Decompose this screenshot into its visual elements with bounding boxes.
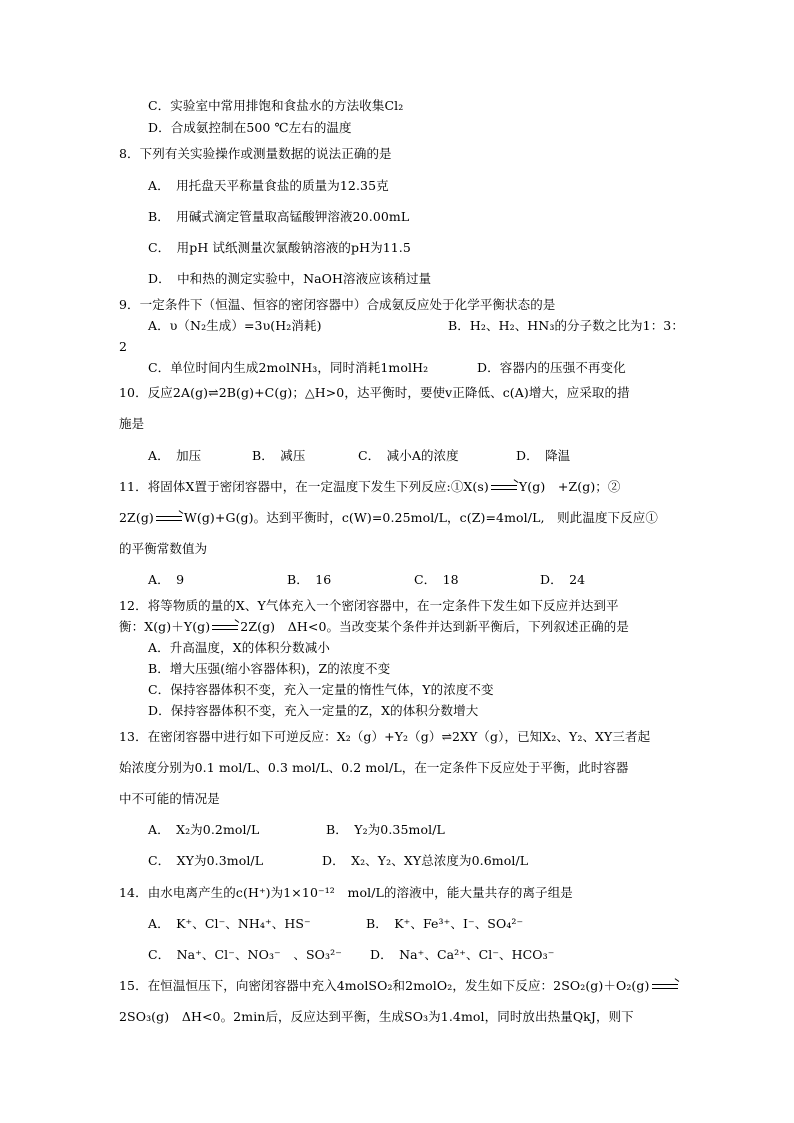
option-12b: B．增大压强(缩小容器体积)，Z的浓度不变 xyxy=(148,661,391,676)
question-9: 9．一定条件下（恒温、恒容的密闭容器中）合成氨反应处于化学平衡状态的是 xyxy=(119,297,556,312)
question-14: 14．由水电离产生的c(H⁺)为1×10⁻¹² mol/L的溶液中，能大量共存的离子组是 xyxy=(119,885,573,900)
question-15: 15．在恒温恒压下，向密闭容器中充入4molSO₂和2molO₂，发生如下反应：2SO₂(g)＋O₂(g) xyxy=(119,978,680,994)
option-11b: B． 16 xyxy=(287,572,332,587)
option-11d: D． 24 xyxy=(540,572,586,587)
question-11: 11．将固体X置于密闭容器中，在一定温度下发生下列反应:①X(s) Y(g) +Z(g)；② xyxy=(119,479,621,494)
option-9d: D．容器内的压强不再变化 xyxy=(477,360,626,375)
equilibrium-arrow-icon xyxy=(156,514,182,524)
question-13: 13．在密闭容器中进行如下可逆反应：X₂（g）+Y₂（g）⇌2XY（g），已知X₂、Y₂、XY三者起 xyxy=(119,729,651,744)
option-8a: A． 用托盘天平称量食盐的质量为12.35克 xyxy=(148,178,389,193)
option-13c: C． XY为0.3mol/L xyxy=(148,853,264,868)
option-14c: C． Na⁺、Cl⁻、NO₃⁻ 、SO₃²⁻ xyxy=(148,947,342,962)
option-13b: B． Y₂为0.35mol/L xyxy=(326,822,445,837)
question-10: 10．反应2A(g)⇌2B(g)+C(g)；△H>0，达平衡时，要使v正降低、c(A)增大，应采取的措 xyxy=(119,385,630,400)
option-9b: B．H₂、H₂、HN₃的分子数之比为1：3： xyxy=(448,318,684,333)
question-10-cont: 施是 xyxy=(119,416,145,431)
option-11a: A． 9 xyxy=(148,572,185,587)
option-10b: B． 减压 xyxy=(252,448,306,463)
option-14a: A． K⁺、Cl⁻、NH₄⁺、HS⁻ xyxy=(148,916,311,931)
question-13-cont: 始浓度分别为0.1 mol/L、0.3 mol/L、0.2 mol/L，在一定条件下反应处于平衡，此时容器 xyxy=(119,760,629,775)
option-8c: C． 用pH 试纸测量次氯酸钠溶液的pH为11.5 xyxy=(148,240,411,255)
option-12c: C．保持容器体积不变，充入一定量的惰性气体，Y的浓度不变 xyxy=(148,682,494,697)
option-7c: C．实验室中常用排饱和食盐水的方法收集Cl₂ xyxy=(148,98,404,113)
question-13-cont2: 中不可能的情况是 xyxy=(119,791,220,806)
option-9c: C．单位时间内生成2molNH₃，同时消耗1molH₂ xyxy=(148,360,429,375)
option-14b: B． K⁺、Fe³⁺、I⁻、SO₄²⁻ xyxy=(366,916,524,931)
option-13a: A． X₂为0.2mol/L xyxy=(148,822,260,837)
option-9a: A．υ（N₂生成）=3υ(H₂消耗) xyxy=(148,318,322,333)
option-9b-cont: 2 xyxy=(119,339,128,354)
question-11-cont2: 的平衡常数值为 xyxy=(119,541,208,556)
equilibrium-arrow-icon xyxy=(491,483,517,493)
option-10d: D． 降温 xyxy=(516,448,571,463)
option-10a: A． 加压 xyxy=(148,448,202,463)
equilibrium-arrow-icon xyxy=(212,623,238,633)
question-12-cont: 衡：X(g)＋Y(g) 2Z(g) ΔH<0。当改变某个条件并达到新平衡后，下列叙述正确的是 xyxy=(119,619,629,634)
question-11-cont: 2Z(g) W(g)+G(g)。达到平衡时，c(W)=0.25mol/L，c(Z)=4mol/L, 则此温度下反应① xyxy=(119,510,658,525)
question-12: 12．将等物质的量的X、Y气体充入一个密闭容器中，在一定条件下发生如下反应并达到平 xyxy=(119,598,619,613)
equilibrium-arrow-icon xyxy=(652,982,678,992)
option-10c: C． 减小A的浓度 xyxy=(358,448,459,463)
question-15-cont: 2SO₃(g) ΔH<0。2min后，反应达到平衡，生成SO₃为1.4mol，同时放出热量QkJ，则下 xyxy=(119,1009,634,1024)
option-7d: D．合成氨控制在500 ℃左右的温度 xyxy=(148,120,352,135)
option-13d: D． X₂、Y₂、XY总浓度为0.6mol/L xyxy=(322,853,529,868)
option-11c: C． 18 xyxy=(414,572,459,587)
option-12a: A．升高温度，X的体积分数减小 xyxy=(148,640,330,655)
option-12d: D．保持容器体积不变，充入一定量的Z，X的体积分数增大 xyxy=(148,703,479,718)
option-8d: D． 中和热的测定实验中，NaOH溶液应该稍过量 xyxy=(148,271,432,286)
option-14d: D． Na⁺、Ca²⁺、Cl⁻、HCO₃⁻ xyxy=(370,947,555,962)
option-8b: B． 用碱式滴定管量取高锰酸钾溶液20.00mL xyxy=(148,209,410,224)
question-8: 8．下列有关实验操作或测量数据的说法正确的是 xyxy=(119,146,392,161)
